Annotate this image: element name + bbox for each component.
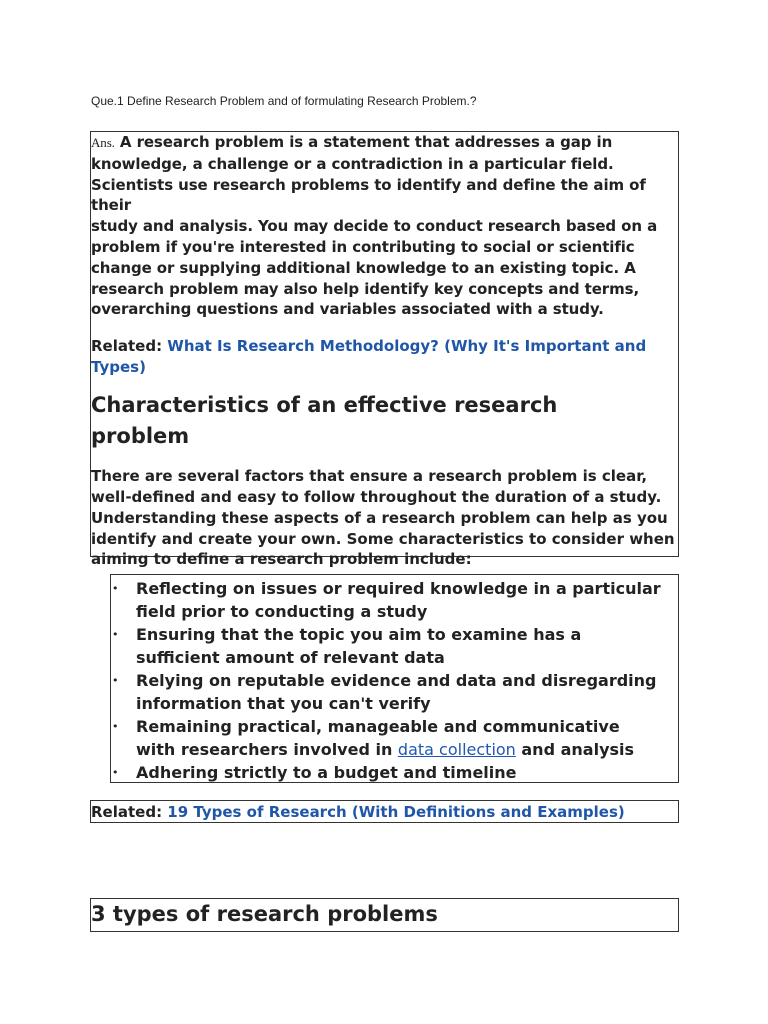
related-link-research-methodology[interactable]: What Is Research Methodology? (Why It's Important and Types) bbox=[91, 337, 647, 377]
list-item bbox=[111, 715, 678, 761]
bullet-icon: • bbox=[112, 628, 119, 641]
related-label-2: Related: bbox=[91, 803, 168, 821]
research-problem-types-heading: 3 types of research problems bbox=[90, 898, 679, 932]
answer-text: A research problem is a statement that addresses a gap in knowledge, a challenge or a contradiction in a particular field. Scientists use research problems to identify and define the aim of their study and analysis. You may decide to conduct research based on a problem if you're interested in contributing to social or scientific change or supplying additional knowledge to an existing topic. A research problem may also help identify key concepts and terms, overarching questions and variables associated with a study. bbox=[91, 133, 658, 319]
list-item bbox=[111, 623, 678, 669]
characteristics-list-box bbox=[110, 574, 679, 783]
answer-label: Ans. bbox=[91, 135, 115, 150]
list-item-text: Ensuring that the topic you aim to examine has a sufficient amount of relevant data bbox=[136, 625, 582, 667]
data-collection-link[interactable]: data collection bbox=[397, 740, 516, 759]
related-label-1: Related: bbox=[91, 337, 168, 356]
list-item-text: Adhering strictly to a budget and timeline bbox=[136, 763, 517, 782]
list-item bbox=[111, 761, 678, 784]
bullet-icon: • bbox=[112, 582, 119, 595]
list-item-text-after: and analysis bbox=[515, 740, 635, 759]
bullet-icon: • bbox=[112, 766, 119, 779]
list-item-text: Remaining practical, manageable and communicative with researchers involved in bbox=[136, 717, 620, 759]
list-item-text: Reflecting on issues or required knowledge in a particular field prior to conducting a study bbox=[136, 579, 661, 621]
bullet-icon: • bbox=[112, 674, 119, 687]
list-item bbox=[111, 577, 678, 623]
list-item-text: Relying on reputable evidence and data and disregarding information that you can't verify bbox=[136, 671, 657, 713]
answer-paragraph bbox=[91, 132, 678, 320]
related-box-2 bbox=[90, 800, 679, 823]
question-title: Que.1 Define Research Problem and of formulating Research Problem.? bbox=[91, 94, 477, 108]
bullet-icon: • bbox=[112, 720, 119, 733]
list-item bbox=[111, 669, 678, 715]
answer-box bbox=[90, 131, 679, 569]
characteristics-paragraph: There are several factors that ensure a research problem is clear, well-defined and easy to follow throughout the duration of a study. Understanding these aspects of a research problem can help as you identify and create your own. Some characteristics to consider when aiming to define a research problem include: bbox=[91, 467, 675, 569]
related-line-1 bbox=[91, 336, 678, 378]
related-link-types-of-research[interactable]: 19 Types of Research (With Definitions and Examples) bbox=[167, 803, 625, 821]
characteristics-heading: Characteristics of an effective research problem bbox=[91, 393, 558, 449]
characteristics-list bbox=[111, 575, 678, 784]
